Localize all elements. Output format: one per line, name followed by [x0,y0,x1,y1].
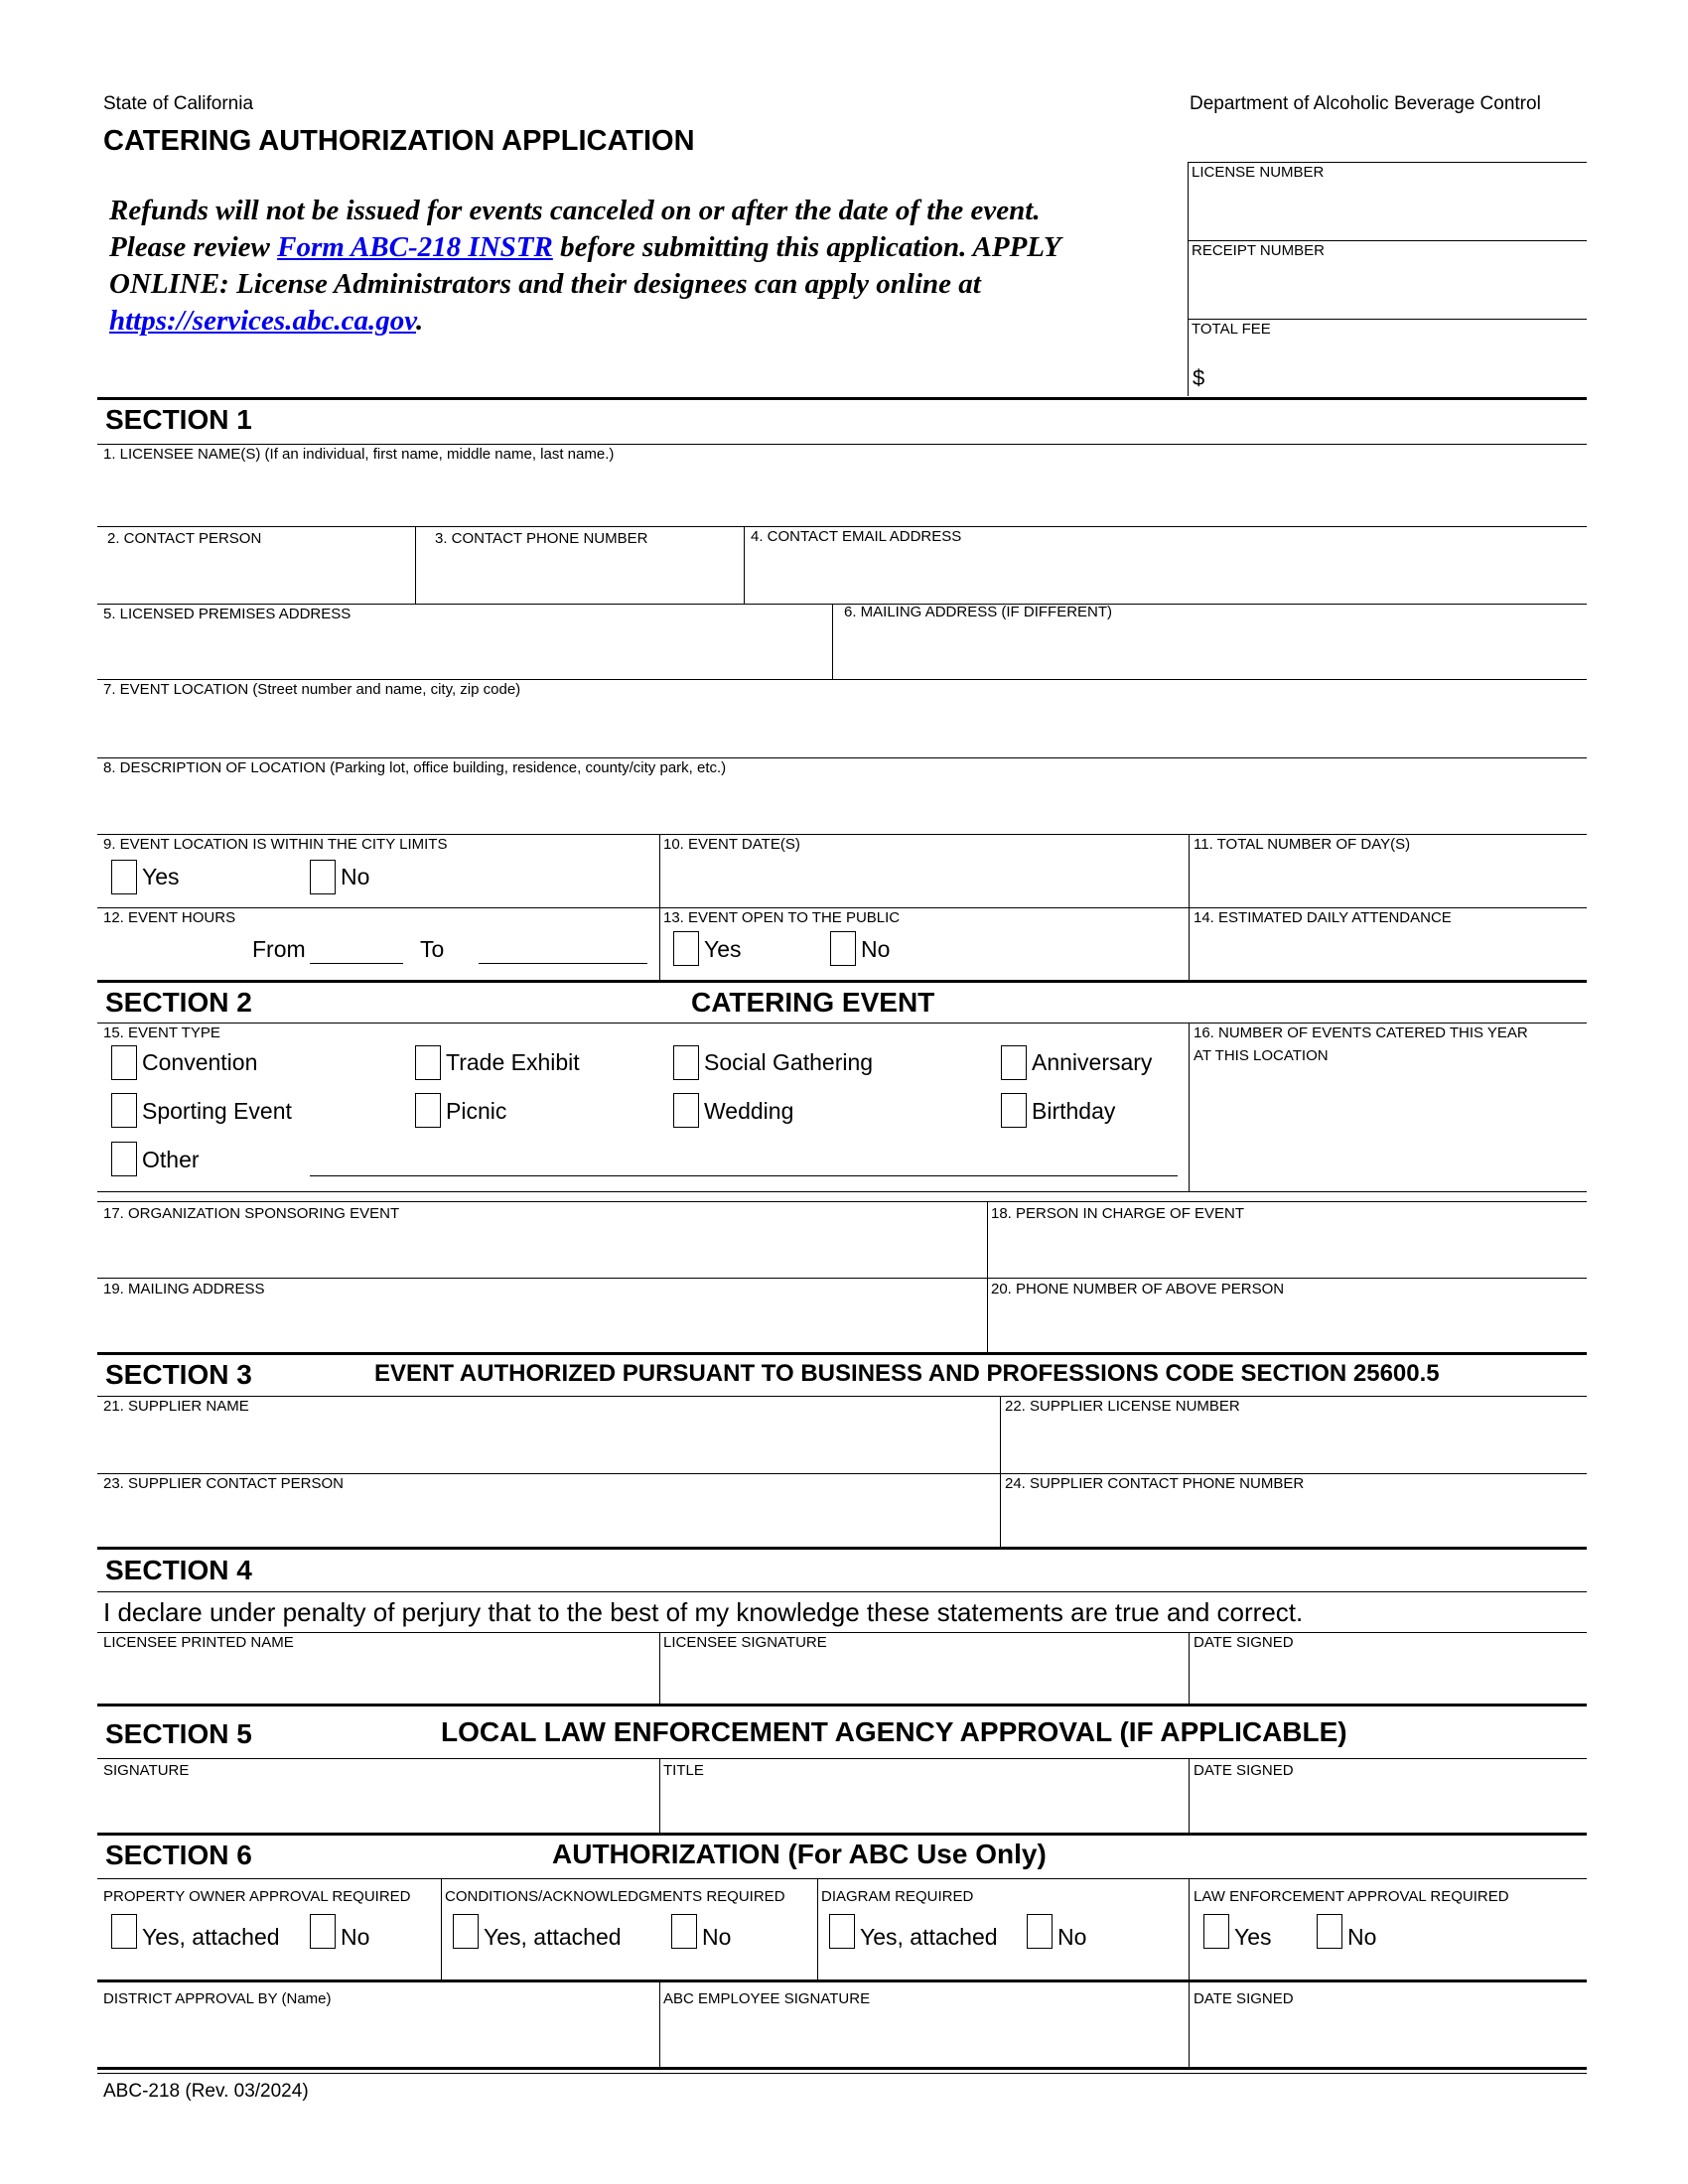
law-enforcement-label: LAW ENFORCEMENT APPROVAL REQUIRED [1194,1888,1509,1905]
supplier-license-field[interactable] [1002,1420,1585,1471]
section1-heading: SECTION 1 [105,404,252,435]
section6-date-label: DATE SIGNED [1194,1990,1294,2007]
field22-label: 22. SUPPLIER LICENSE NUMBER [1005,1398,1240,1415]
section4-date-field[interactable] [1191,1654,1585,1702]
field24-label: 24. SUPPLIER CONTACT PHONE NUMBER [1005,1475,1305,1492]
receipt-number-label: RECEIPT NUMBER [1192,242,1325,259]
field12-label: 12. EVENT HOURS [103,909,236,926]
type-other-checkbox[interactable] [111,1142,137,1176]
conditions-yes-checkbox[interactable] [453,1914,479,1949]
open-public-yes-label: Yes [704,936,742,962]
diagram-yes-label: Yes, attached [860,1924,998,1950]
supplier-contact-field[interactable] [99,1497,998,1545]
type-anniversary-label: Anniversary [1032,1049,1153,1075]
city-limits-yes-label: Yes [142,864,180,889]
type-birthday-label: Birthday [1032,1098,1116,1124]
section5-title: LOCAL LAW ENFORCEMENT AGENCY APPROVAL (IF APPLICABLE) [441,1716,1347,1747]
type-picnic-checkbox[interactable] [415,1093,441,1128]
section6-date-field[interactable] [1191,2011,1585,2065]
diagram-yes-checkbox[interactable] [829,1914,855,1949]
field16-label-line2: AT THIS LOCATION [1194,1047,1329,1064]
contact-phone-field[interactable] [417,552,742,602]
person-phone-field[interactable] [989,1302,1585,1350]
hours-from-field[interactable] [310,963,403,964]
abc-signature-field[interactable] [661,2011,1187,2065]
field14-label: 14. ESTIMATED DAILY ATTENDANCE [1194,909,1452,926]
intro-text [109,193,1102,340]
field17-label: 17. ORGANIZATION SPONSORING EVENT [103,1205,400,1222]
licensee-signature-label: LICENSEE SIGNATURE [663,1634,827,1651]
field18-label: 18. PERSON IN CHARGE OF EVENT [991,1205,1245,1222]
type-sporting-event-label: Sporting Event [142,1098,292,1124]
contact-email-field[interactable] [746,552,1585,602]
city-limits-yes-checkbox[interactable] [111,860,137,894]
form-id: ABC-218 (Rev. 03/2024) [103,2081,309,2102]
location-description-field[interactable] [99,779,1585,833]
supplier-name-field[interactable] [99,1420,998,1471]
printed-name-field[interactable] [99,1654,657,1702]
field6-label: 6. MAILING ADDRESS (IF DIFFERENT) [844,604,1113,620]
type-wedding-label: Wedding [704,1098,794,1124]
section5-signature-field[interactable] [99,1782,657,1830]
department-label: Department of Alcoholic Beverage Control [1190,93,1541,114]
form-instr-link[interactable]: Form ABC-218 INSTR [277,231,553,263]
section3-title: EVENT AUTHORIZED PURSUANT TO BUSINESS AND PROFESSIONS CODE SECTION 25600.5 [374,1360,1440,1387]
organization-field[interactable] [99,1227,985,1275]
type-picnic-label: Picnic [446,1098,507,1124]
event-dates-field[interactable] [661,856,1187,905]
intro-part3: . [416,305,424,337]
field19-label: 19. MAILING ADDRESS [103,1281,265,1297]
licensee-signature-field[interactable] [661,1654,1187,1702]
intro-part1: Refunds will not be issued for events canceled on or after the date of the event. Please review [109,195,1041,263]
licensee-name-field[interactable] [99,465,1585,524]
open-public-yes-checkbox[interactable] [673,931,699,966]
law-enforcement-no-checkbox[interactable] [1317,1914,1342,1949]
type-wedding-checkbox[interactable] [673,1093,699,1128]
type-anniversary-checkbox[interactable] [1001,1045,1027,1080]
state-label: State of California [103,93,254,114]
diagram-label: DIAGRAM REQUIRED [821,1888,974,1905]
section6-title: AUTHORIZATION (For ABC Use Only) [552,1839,1047,1869]
conditions-yes-label: Yes, attached [484,1924,622,1950]
type-birthday-checkbox[interactable] [1001,1093,1027,1128]
section5-title-field[interactable] [661,1782,1187,1830]
daily-attendance-field[interactable] [1191,929,1585,977]
type-other-field[interactable] [310,1175,1178,1176]
diagram-no-label: No [1057,1924,1087,1950]
section5-date-field[interactable] [1191,1782,1585,1830]
field4-label: 4. CONTACT EMAIL ADDRESS [751,528,962,545]
section6-heading: SECTION 6 [105,1840,252,1870]
city-limits-no-label: No [341,864,370,889]
license-number-label: LICENSE NUMBER [1192,164,1325,181]
type-other-label: Other [142,1147,200,1172]
hours-to-field[interactable] [479,963,647,964]
section5-title-label: TITLE [663,1762,704,1779]
field8-label: 8. DESCRIPTION OF LOCATION (Parking lot, office building, residence, county/city park, etc.) [103,759,727,776]
online-services-link[interactable]: https://services.abc.ca.gov [109,305,416,337]
field1-label: 1. LICENSEE NAME(S) (If an individual, first name, middle name, last name.) [103,446,615,463]
field10-label: 10. EVENT DATE(S) [663,836,800,853]
type-trade-exhibit-checkbox[interactable] [415,1045,441,1080]
property-owner-label: PROPERTY OWNER APPROVAL REQUIRED [103,1888,411,1905]
type-social-gathering-checkbox[interactable] [673,1045,699,1080]
open-public-no-checkbox[interactable] [830,931,856,966]
field5-label: 5. LICENSED PREMISES ADDRESS [103,606,352,622]
section2-heading: SECTION 2 [105,987,252,1018]
sponsor-mailing-address-field[interactable] [99,1302,985,1350]
section5-signature-label: SIGNATURE [103,1762,190,1779]
property-owner-yes-checkbox[interactable] [111,1914,137,1949]
city-limits-no-checkbox[interactable] [310,860,336,894]
person-in-charge-field[interactable] [989,1227,1585,1275]
field16-label-line1: 16. NUMBER OF EVENTS CATERED THIS YEAR [1194,1024,1528,1041]
field15-label: 15. EVENT TYPE [103,1024,220,1041]
conditions-no-checkbox[interactable] [671,1914,697,1949]
type-sporting-event-checkbox[interactable] [111,1093,137,1128]
property-owner-no-checkbox[interactable] [310,1914,336,1949]
total-days-field[interactable] [1191,856,1585,905]
section2-title: CATERING EVENT [691,987,935,1018]
diagram-no-checkbox[interactable] [1027,1914,1053,1949]
form-title: CATERING AUTHORIZATION APPLICATION [103,125,695,157]
section4-date-label: DATE SIGNED [1194,1634,1294,1651]
type-social-gathering-label: Social Gathering [704,1049,874,1075]
field3-label: 3. CONTACT PHONE NUMBER [435,530,648,547]
section5-date-label: DATE SIGNED [1194,1762,1294,1779]
section5-heading: SECTION 5 [105,1718,252,1749]
field13-label: 13. EVENT OPEN TO THE PUBLIC [663,909,901,926]
mailing-address-field[interactable] [834,625,1585,677]
printed-name-label: LICENSEE PRINTED NAME [103,1634,294,1651]
open-public-no-label: No [861,936,891,962]
abc-signature-label: ABC EMPLOYEE SIGNATURE [663,1990,871,2007]
declaration-text: I declare under penalty of perjury that to the best of my knowledge these statements are true and correct. [103,1597,1304,1627]
events-catered-field[interactable] [1191,1070,1585,1189]
total-fee-field[interactable] [1209,342,1585,392]
conditions-no-label: No [702,1924,732,1950]
section4-heading: SECTION 4 [105,1555,252,1585]
type-convention-label: Convention [142,1049,258,1075]
law-enforcement-no-label: No [1347,1924,1377,1950]
event-location-field[interactable] [99,701,1585,756]
law-enforcement-yes-label: Yes [1234,1924,1272,1950]
district-approval-field[interactable] [99,2011,657,2065]
section3-heading: SECTION 3 [105,1359,252,1390]
dollar-sign: $ [1193,365,1205,390]
district-approval-label: DISTRICT APPROVAL BY (Name) [103,1990,332,2007]
type-convention-checkbox[interactable] [111,1045,137,1080]
hours-to-label: To [420,936,445,962]
field23-label: 23. SUPPLIER CONTACT PERSON [103,1475,345,1492]
field20-label: 20. PHONE NUMBER OF ABOVE PERSON [991,1281,1285,1297]
field11-label: 11. TOTAL NUMBER OF DAY(S) [1194,836,1411,853]
field7-label: 7. EVENT LOCATION (Street number and name, city, zip code) [103,681,521,698]
licensed-premises-field[interactable] [99,625,830,677]
field21-label: 21. SUPPLIER NAME [103,1398,249,1415]
contact-person-field[interactable] [99,552,413,602]
license-number-field[interactable] [1190,183,1585,238]
property-owner-yes-label: Yes, attached [142,1924,280,1950]
type-trade-exhibit-label: Trade Exhibit [446,1049,580,1075]
conditions-label: CONDITIONS/ACKNOWLEDGMENTS REQUIRED [445,1888,785,1905]
law-enforcement-yes-checkbox[interactable] [1203,1914,1229,1949]
hours-from-label: From [252,936,306,962]
receipt-number-field[interactable] [1190,261,1585,317]
field9-label: 9. EVENT LOCATION IS WITHIN THE CITY LIMITS [103,836,448,853]
total-fee-label: TOTAL FEE [1192,321,1271,338]
field2-label: 2. CONTACT PERSON [107,530,262,547]
intro-part2: before submitting this application. APPLY ONLINE: License Administrators and their designees can apply online at [109,231,1060,300]
property-owner-no-label: No [341,1924,370,1950]
supplier-phone-field[interactable] [1002,1497,1585,1545]
